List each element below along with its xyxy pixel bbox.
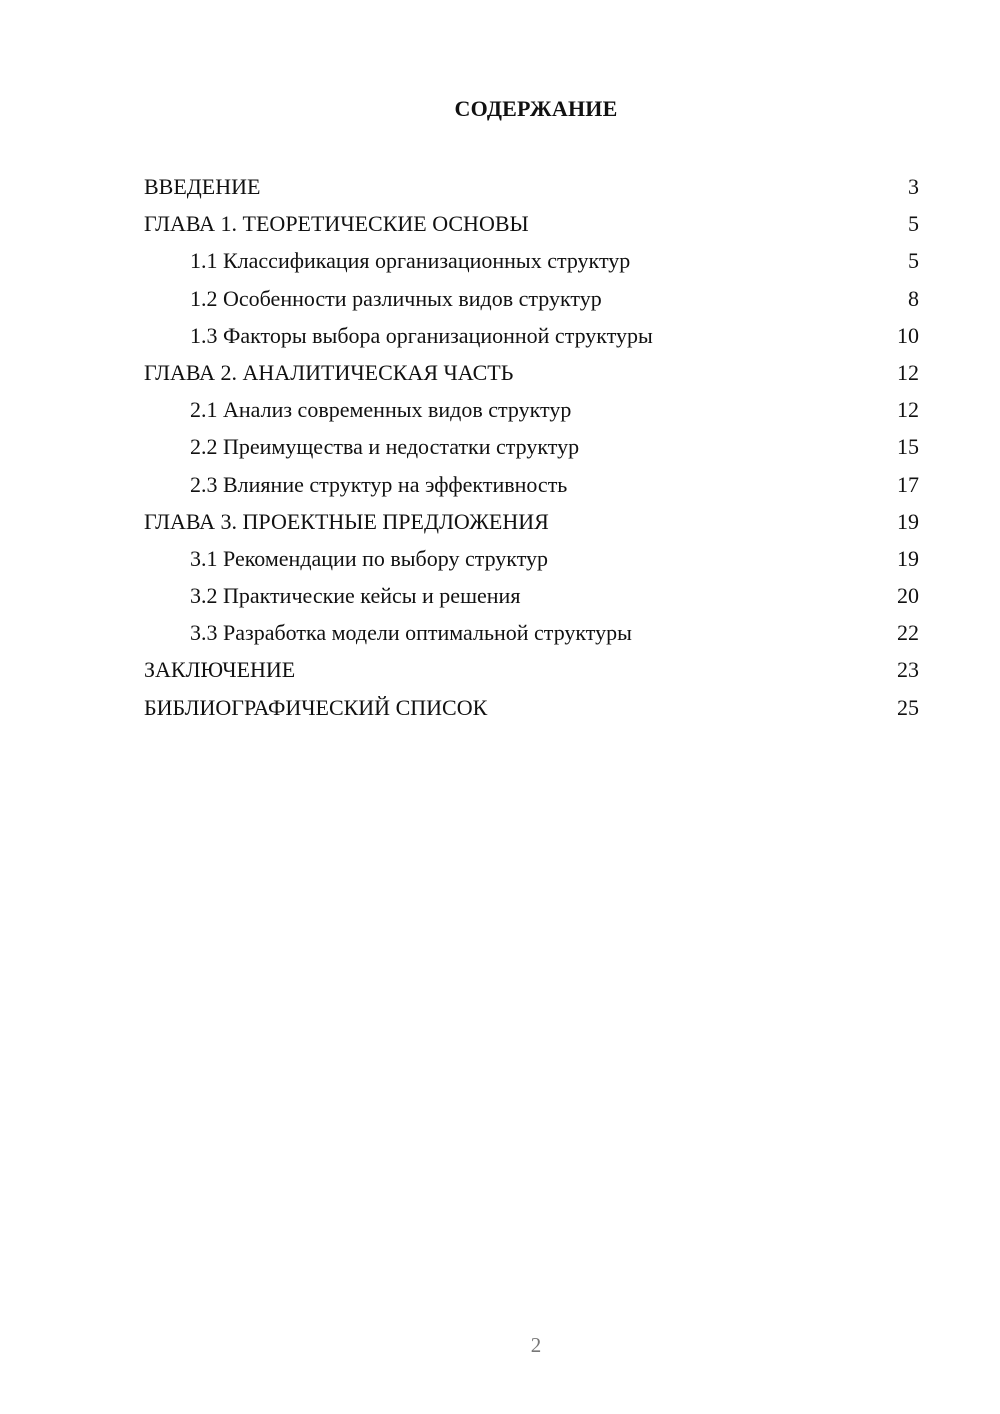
toc-entry-section-1-2 <box>144 280 919 317</box>
toc-entry-chapter-3 <box>144 503 919 540</box>
toc-entry-section-2-2 <box>144 428 919 465</box>
toc-entry-page: 23 <box>897 657 919 683</box>
toc-entry-introduction <box>144 168 919 205</box>
toc-entry-section-1-1 <box>144 242 919 279</box>
toc-entry-page: 20 <box>897 583 919 609</box>
toc-entry-section-3-1 <box>144 540 919 577</box>
toc-entry-page: 22 <box>897 620 919 646</box>
toc-entry-page: 19 <box>897 508 919 534</box>
toc-entry-label: ГЛАВА 3. ПРОЕКТНЫЕ ПРЕДЛОЖЕНИЯ <box>144 508 549 534</box>
toc-title: СОДЕРЖАНИЕ <box>454 96 618 121</box>
toc-entry-label: 2.3 Влияние структур на эффективность <box>190 471 568 497</box>
toc-entry-page: 19 <box>897 545 919 571</box>
toc-entry-page: 17 <box>897 471 919 497</box>
toc-entry-section-3-2 <box>144 577 919 614</box>
toc-entry-label: ВВЕДЕНИЕ <box>144 174 261 199</box>
toc-entry-label: 2.1 Анализ современных видов структур <box>190 397 572 423</box>
toc-entry-label: ГЛАВА 2. АНАЛИТИЧЕСКАЯ ЧАСТЬ <box>144 359 514 385</box>
toc-entry-page: 5 <box>908 211 919 237</box>
toc-entry-chapter-1 <box>144 205 919 242</box>
toc-entry-label: ГЛАВА 1. ТЕОРЕТИЧЕСКИЕ ОСНОВЫ <box>144 211 529 237</box>
toc-entry-label: 1.1 Классификация организационных структур <box>190 248 631 274</box>
toc-entry-label: 3.1 Рекомендации по выбору структур <box>190 545 549 571</box>
toc-entry-label: 1.3 Факторы выбора организационной структуры <box>190 322 653 348</box>
toc-entry-page: 12 <box>897 397 919 423</box>
toc-entry-page: 25 <box>897 694 919 720</box>
toc-entry-bibliography <box>144 689 919 726</box>
page-number: 2 <box>530 1333 542 1357</box>
toc-entry-label: ЗАКЛЮЧЕНИЕ <box>144 657 296 683</box>
toc-entry-chapter-2 <box>144 354 919 391</box>
toc-entry-page: 12 <box>897 359 919 385</box>
toc-entry-label: 3.3 Разработка модели оптимальной структуры <box>190 620 632 646</box>
toc-entry-section-2-3 <box>144 466 919 503</box>
toc-entry-label: БИБЛИОГРАФИЧЕСКИЙ СПИСОК <box>144 694 488 720</box>
toc-entry-page: 15 <box>897 434 919 460</box>
toc-entry-page: 5 <box>908 248 919 274</box>
toc-entry-page: 8 <box>908 285 919 311</box>
toc-entry-page: 3 <box>908 174 919 199</box>
toc-list <box>144 168 919 726</box>
toc-entry-label: 1.2 Особенности различных видов структур <box>190 285 602 311</box>
toc-entry-label: 3.2 Практические кейсы и решения <box>190 583 521 609</box>
toc-entry-page: 10 <box>897 322 919 348</box>
toc-entry-label: 2.2 Преимущества и недостатки структур <box>190 434 580 460</box>
toc-entry-section-2-1 <box>144 391 919 428</box>
toc-entry-section-1-3 <box>144 317 919 354</box>
toc-entry-conclusion <box>144 651 919 688</box>
toc-entry-section-3-3 <box>144 614 919 651</box>
